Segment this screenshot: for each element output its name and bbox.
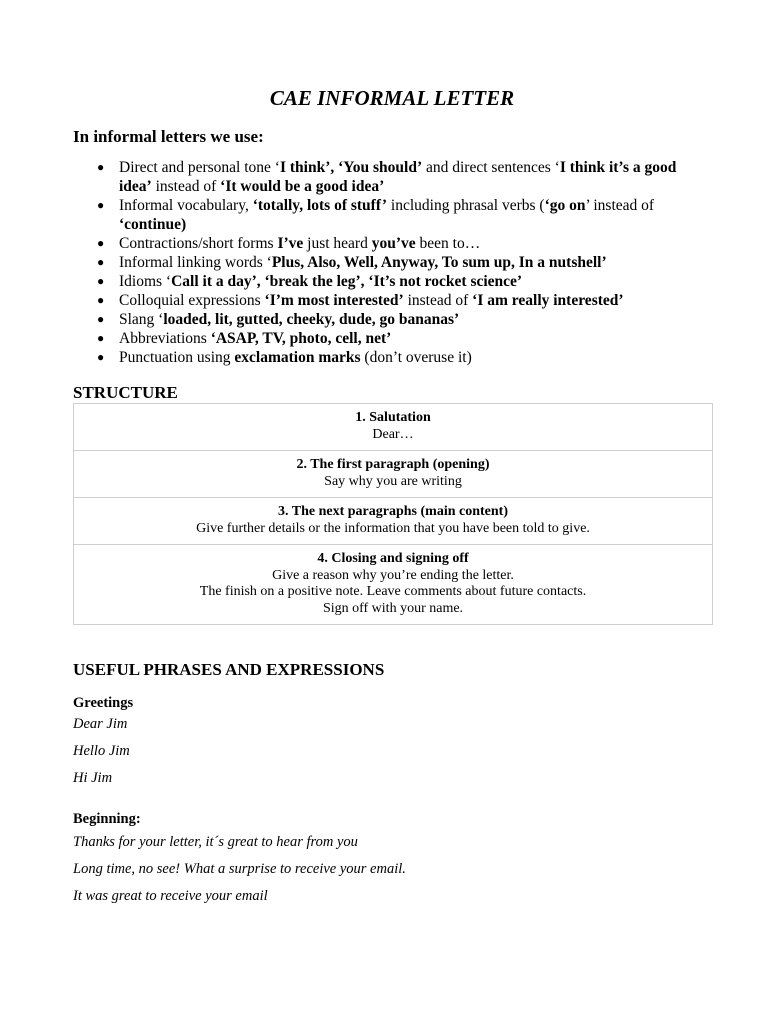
- bullet-text: Contractions/short forms: [119, 235, 278, 252]
- structure-row-text: Give a reason why you’re ending the letter.: [272, 567, 514, 583]
- bullet-text: Informal vocabulary,: [119, 197, 253, 214]
- bullet-text: Direct and personal tone ‘: [119, 159, 280, 176]
- bullet-dot-icon: ●: [97, 350, 105, 364]
- beginning-phrase: Long time, no see! What a surprise to receive your email.: [73, 861, 406, 877]
- bullet-dot-icon: ●: [97, 293, 105, 307]
- structure-row-text: Say why you are writing: [324, 473, 462, 489]
- structure-row-text: Dear…: [372, 426, 414, 442]
- bullet-item: [0, 234, 768, 253]
- structure-row-title: 2. The first paragraph (opening): [296, 457, 490, 472]
- bullet-bold-text: I think it’s a good idea’: [119, 159, 677, 195]
- bullet-item: [0, 329, 768, 348]
- intro-heading: In informal letters we use:: [73, 127, 264, 146]
- bullet-dot-icon: ●: [97, 274, 105, 288]
- structure-table: [73, 403, 713, 625]
- page-title: CAE INFORMAL LETTER: [269, 86, 515, 110]
- bullet-bold-text: I think’, ‘You should’: [279, 159, 423, 176]
- bullet-bold-text: ‘ASAP, TV, photo, cell, net’: [210, 330, 392, 347]
- bullet-dot-icon: ●: [97, 331, 105, 345]
- structure-row-text: Give further details or the information that you have been told to give.: [196, 520, 590, 536]
- bullet-item: [0, 348, 768, 367]
- bullet-text: ’ instead of: [585, 197, 655, 214]
- beginning-heading: Beginning:: [73, 811, 141, 827]
- structure-row: [74, 545, 712, 624]
- bullet-bold-text: you’ve: [371, 235, 416, 252]
- beginning-phrase: Thanks for your letter, it´s great to hear from you: [73, 834, 358, 850]
- structure-row-text: Sign off with your name.: [322, 600, 464, 616]
- bullet-text: (don’t overuse it): [360, 349, 472, 366]
- bullet-bold-text: ‘totally, lots of stuff’: [252, 197, 388, 214]
- bullet-text: and direct sentences ‘: [422, 159, 560, 176]
- bullet-text: instead of: [151, 178, 221, 195]
- structure-row-title: 3. The next paragraphs (main content): [278, 504, 508, 519]
- bullet-bold-text: ‘I am really interested’: [472, 292, 624, 309]
- bullet-text: Punctuation using: [119, 349, 235, 366]
- greetings-heading: Greetings: [73, 695, 134, 711]
- beginning-phrase: It was great to receive your email: [73, 888, 268, 904]
- bullet-dot-icon: ●: [97, 236, 105, 250]
- bullet-bold-text: ‘I’m most interested’: [264, 292, 404, 309]
- structure-row-title: 1. Salutation: [355, 410, 431, 425]
- bullet-bold-text: Call it a day’, ‘break the leg’, ‘It’s not rocket science’: [171, 273, 523, 290]
- bullet-bold-text: exclamation marks: [234, 349, 361, 366]
- bullet-dot-icon: ●: [97, 312, 105, 326]
- bullet-text: including phrasal verbs (: [387, 197, 545, 214]
- bullet-bold-text: Plus, Also, Well, Anyway, To sum up, In a nutshell’: [271, 254, 607, 271]
- bullet-item: [0, 196, 768, 234]
- bullet-text: been to…: [415, 235, 481, 252]
- structure-heading: STRUCTURE: [73, 383, 178, 402]
- structure-row: [74, 498, 712, 545]
- bullet-text: Slang ‘: [119, 311, 164, 328]
- bullet-bold-text: loaded, lit, gutted, cheeky, dude, go bananas’: [163, 311, 460, 328]
- greeting-phrase: Hello Jim: [73, 743, 130, 759]
- bullet-item: [0, 310, 768, 329]
- structure-row: [74, 451, 712, 498]
- bullet-text: Informal linking words ‘: [119, 254, 272, 271]
- bullet-item: [0, 158, 768, 196]
- bullet-item: [0, 291, 768, 310]
- bullet-text: Idioms ‘: [119, 273, 172, 290]
- bullet-bold-text: ‘It would be a good idea’: [220, 178, 385, 195]
- phrases-heading: USEFUL PHRASES AND EXPRESSIONS: [73, 660, 385, 679]
- bullet-text: Colloquial expressions: [119, 292, 265, 309]
- bullet-text: instead of: [403, 292, 473, 309]
- bullet-dot-icon: ●: [97, 255, 105, 269]
- greeting-phrase: Hi Jim: [73, 770, 113, 786]
- bullet-text: Abbreviations: [119, 330, 211, 347]
- bullet-dot-icon: ●: [97, 160, 105, 174]
- structure-row: [74, 404, 712, 451]
- bullet-dot-icon: ●: [97, 198, 105, 212]
- usage-bullet-list: [0, 158, 768, 367]
- bullet-bold-text: ‘go on: [544, 197, 586, 214]
- structure-row-text: The finish on a positive note. Leave comments about future contacts.: [199, 584, 587, 599]
- bullet-item: [0, 272, 768, 291]
- bullet-bold-text: ‘continue): [119, 216, 187, 233]
- structure-row-title: 4. Closing and signing off: [317, 551, 469, 566]
- bullet-bold-text: I’ve: [277, 235, 304, 252]
- bullet-text: just heard: [303, 235, 372, 252]
- greeting-phrase: Dear Jim: [73, 716, 128, 732]
- bullet-item: [0, 253, 768, 272]
